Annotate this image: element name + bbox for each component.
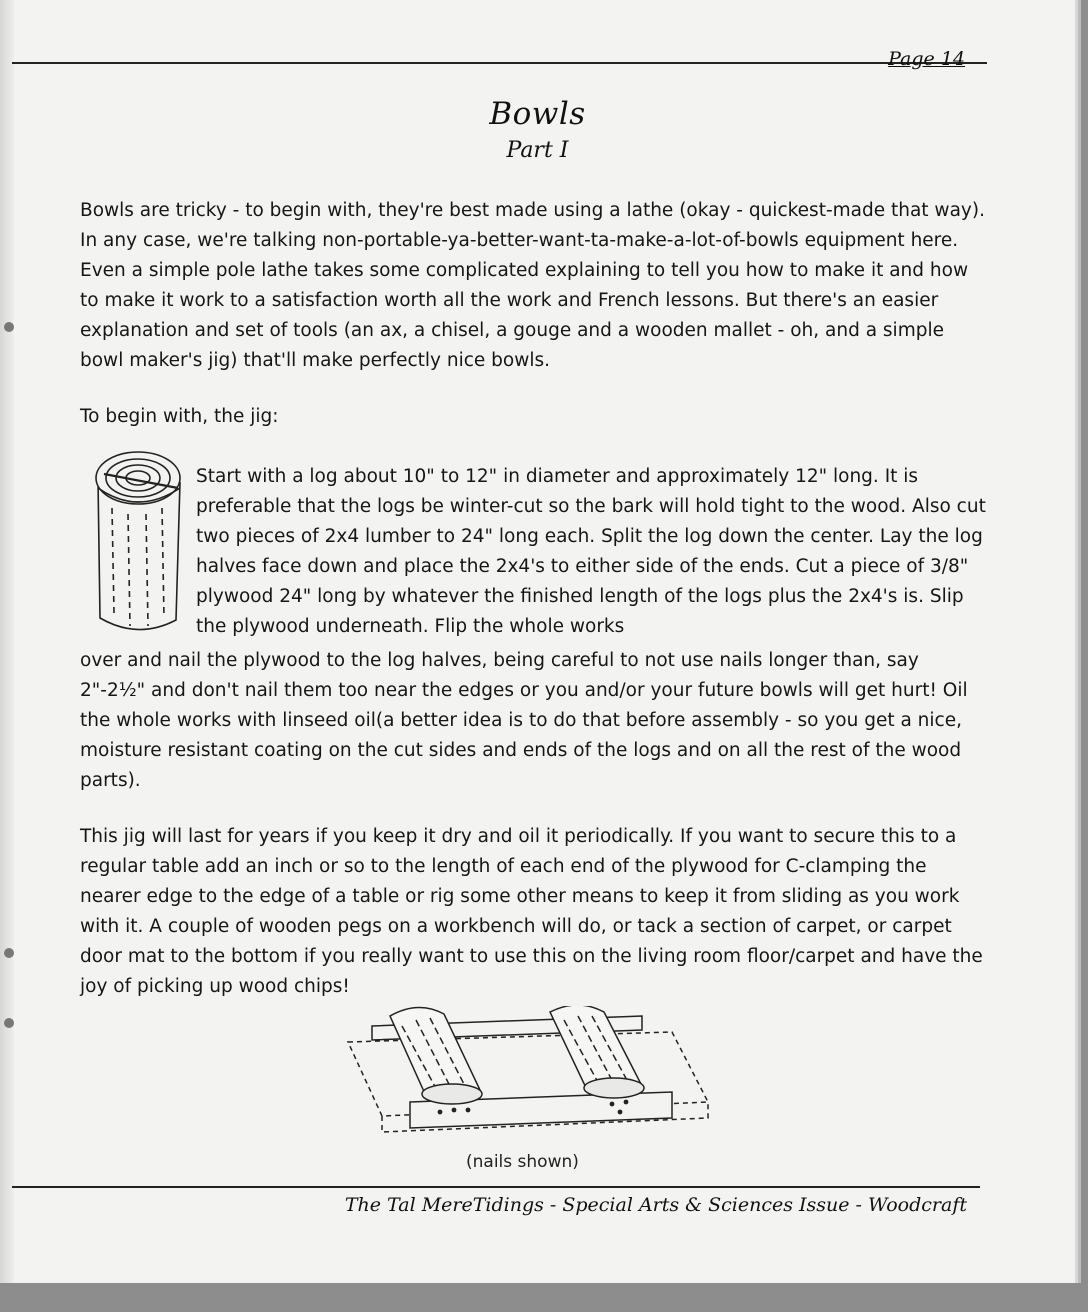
paragraph-intro: Bowls are tricky - to begin with, they're best made using a lathe (okay - quickest-made that way). In any case, we're talking non-portable-ya-better-want-ta-make-a-lot-of-bowls equipment here. Even a simple pole lathe takes some complicated explaining to tell you how to make it and how to make it work to a satisfaction worth all the work and French lessons. But there's an easier explanation and set of tools (an ax, a chisel, a gouge and a wooden mallet - oh, and a simple bowl maker's jig) that'll make perfectly nice bowls. bbox=[80, 200, 985, 371]
figure-caption: (nails shown) bbox=[466, 1152, 579, 1172]
article-title: Bowls bbox=[489, 96, 586, 132]
jig-illustration bbox=[342, 1006, 712, 1142]
jig-intro: To begin with, the jig: bbox=[80, 406, 279, 427]
staple-hole bbox=[4, 1018, 14, 1028]
paragraph-assembly: over and nail the plywood to the log halves, being careful to not use nails longer than, say 2"-2½" and don't nail them too near the edges or you and/or your future bowls will get hurt! Oil the whole works with linseed oil(a better idea is to do that before assembly - so you get a nice, moisture resistant coating on the cut sides and ends of the logs and on all the rest of the wood parts). bbox=[80, 650, 968, 791]
page-number: Page 14 bbox=[888, 48, 965, 70]
article-subtitle: Part I bbox=[506, 138, 569, 163]
header-rule bbox=[12, 62, 987, 64]
footer-text: The Tal MereTidings - Special Arts & Sciences Issue - Woodcraft bbox=[344, 1194, 967, 1216]
paragraph-care: This jig will last for years if you keep it dry and oil it periodically. If you want to secure this to a regular table add an inch or so to the length of each end of the plywood for C-clamping the nearer edge to the edge of a table or rig some other means to keep it from sliding as you work with it. A couple of wooden pegs on a workbench will do, or tack a section of carpet, or carpet door mat to the bottom if you really want to use this on the living room floor/carpet and have the joy of picking up wood chips! bbox=[80, 826, 983, 997]
staple-hole bbox=[4, 322, 14, 332]
page-spine bbox=[0, 0, 14, 1283]
paragraph-log-instructions: Start with a log about 10" to 12" in diameter and approximately 12" long. It is preferable that the logs be winter-cut so the bark will hold tight to the wood. Also cut two pieces of 2x4 lumber to 24" long each. Split the log down the center. Lay the log halves face down and place the 2x4's to either side of the ends. Cut a piece of 3/8" plywood 24" long by whatever the finished length of the logs plus the 2x4's is. Slip the plywood underneath. Flip the whole works bbox=[196, 466, 986, 637]
log-illustration bbox=[90, 448, 190, 634]
footer-rule bbox=[12, 1186, 980, 1188]
staple-hole bbox=[4, 948, 14, 958]
